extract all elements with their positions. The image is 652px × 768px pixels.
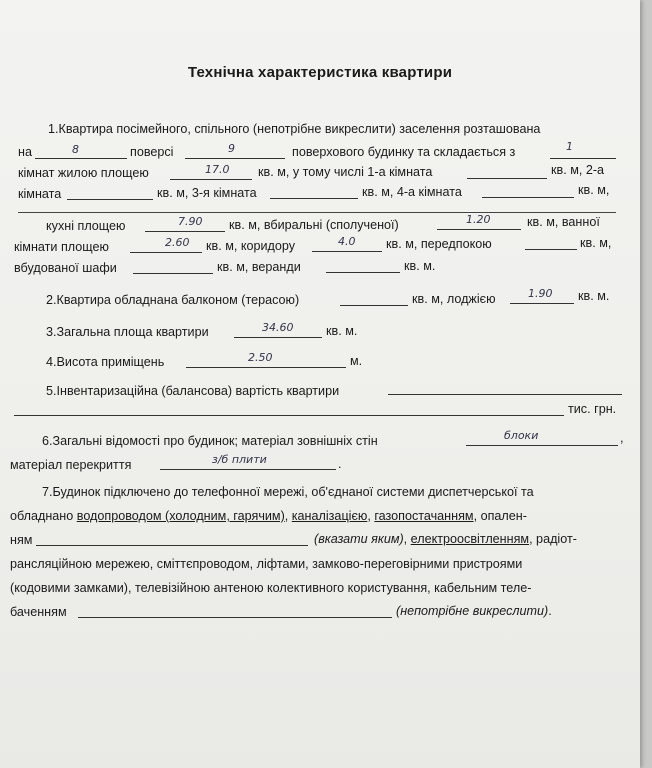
loggia-field[interactable] [510, 303, 574, 304]
cable-field[interactable] [78, 617, 392, 618]
s7-comma: , [367, 509, 371, 523]
s2-balcony-label: 2.Квартира обладнана балконом (терасою) [46, 293, 300, 307]
ceiling-field[interactable] [160, 469, 336, 470]
s4-height-label: 4.Висота приміщень [46, 355, 165, 369]
s1-bath-cont: кімнати площею [14, 240, 109, 254]
s3-total-unit: кв. м. [326, 324, 358, 338]
s1-living-label: кімнат жилою площею [18, 166, 149, 180]
s4-height-unit: м. [350, 354, 363, 368]
s1-room3-label: кв. м, 3-я кімната [157, 186, 257, 200]
s1-line1: 1.Квартира посімейного, спільного (непотрібне викреслити) заселення розташована [48, 122, 541, 136]
heating-field[interactable] [36, 545, 308, 546]
s7-radio-label: , радіот- [529, 532, 577, 546]
room4-field[interactable] [482, 197, 574, 198]
floors-total-value: 9 [228, 142, 235, 155]
s7-comma: , [284, 509, 289, 523]
value-field-line2[interactable] [14, 415, 564, 416]
s6-walls-comma: , [620, 431, 624, 445]
living-area-field[interactable] [170, 179, 252, 180]
floors-total-field[interactable] [185, 158, 285, 159]
kitchen-field[interactable] [145, 231, 225, 232]
s6-ceiling-dot: . [338, 457, 342, 471]
s1-veranda-unit: кв. м. [404, 259, 436, 273]
s7-specify-label: (вказати яким) [314, 532, 404, 546]
s7-period: . [548, 604, 552, 618]
corridor-value: 4.0 [338, 235, 356, 248]
s1-toilet-label: кв. м, вбиральні (сполученої) [229, 218, 399, 232]
room1-field[interactable] [467, 178, 547, 179]
s1-bath-label: кв. м, ванної [527, 215, 600, 229]
s1-building-label: поверхового будинку та складається з [292, 145, 516, 159]
s7-line3-rest [314, 531, 577, 547]
s1-room2-cont: кімната [18, 187, 62, 201]
s2-loggia-unit: кв. м. [578, 289, 610, 303]
bathroom-value: 2.60 [165, 236, 190, 249]
s7-water-label: водопроводом (холодним, гарячим) [76, 509, 285, 523]
s6-walls-label: 6.Загальні відомості про будинок; матеріал зовнішніх стін [42, 434, 378, 448]
s7-line2 [10, 508, 527, 524]
s7-gas-label: газопостачанням [374, 509, 474, 523]
s1-kitchen-label: кухні площею [46, 219, 126, 233]
veranda-field[interactable] [326, 272, 400, 273]
room3-field[interactable] [270, 198, 358, 199]
total-area-field[interactable] [234, 337, 322, 338]
s7-line1: 7.Будинок підключено до телефонної мережі, об'єднаної системи диспетчерської та [42, 485, 534, 499]
document-title: Технічна характеристика квартири [187, 64, 453, 81]
s7-heating-cont: ням [10, 533, 33, 547]
wardrobe-field[interactable] [133, 273, 213, 274]
s7-heating-label: , опален- [473, 509, 527, 523]
s1-veranda-label: кв. м, веранди [217, 260, 301, 274]
s1-room1-label: кв. м, у тому числі 1-а кімната [258, 165, 433, 179]
bathroom-field[interactable] [130, 252, 202, 253]
balcony-field[interactable] [340, 305, 408, 306]
floor-value: 8 [72, 143, 79, 156]
s7-line4: рансляційною мережею, сміттєпроводом, ліфтами, замково-переговірними пристроями [10, 557, 523, 571]
s1-na-label: на [18, 145, 32, 159]
walls-value: блоки [504, 429, 539, 442]
s1-floor-label: поверсі [130, 145, 174, 159]
s1-room4-unit: кв. м, [578, 183, 610, 197]
rooms-field[interactable] [550, 158, 616, 159]
s6-ceiling-label: матеріал перекриття [10, 458, 132, 472]
walls-field[interactable] [466, 445, 618, 446]
s7-electric-label: електроосвітленням [410, 532, 530, 546]
s2-loggia-label: кв. м, лоджією [412, 292, 496, 306]
s1-corridor-label: кв. м, коридору [206, 239, 296, 253]
floor-field[interactable] [35, 158, 127, 159]
room2-field[interactable] [67, 199, 153, 200]
toilet-value: 1.20 [466, 213, 491, 226]
s1-room4-label: кв. м, 4-а кімната [362, 185, 462, 199]
height-value: 2.50 [248, 351, 273, 364]
value-field-line1[interactable] [388, 394, 622, 395]
divider-line [18, 212, 616, 213]
height-field[interactable] [186, 367, 346, 368]
s7-comma: , [403, 532, 408, 546]
total-area-value: 34.60 [262, 321, 294, 334]
s1-wardrobe-label: вбудованої шафи [14, 261, 117, 275]
s7-strike-note: (непотрібне викреслити) [396, 604, 549, 618]
loggia-value: 1.90 [528, 287, 553, 300]
s1-hallway-unit: кв. м, [580, 236, 612, 250]
s5-value-label: 5.Інвентаризаційна (балансова) вартість квартири [46, 384, 340, 398]
living-area-value: 17.0 [205, 163, 230, 176]
toilet-field[interactable] [437, 229, 521, 230]
ceiling-value: з/б плити [212, 453, 267, 466]
s7-cable-label: баченням [10, 605, 67, 619]
corridor-field[interactable] [312, 251, 382, 252]
rooms-value: 1 [566, 140, 573, 153]
s3-total-label: 3.Загальна площа квартири [46, 325, 209, 339]
s5-value-unit: тис. грн. [568, 402, 617, 416]
s1-hallway-label: кв. м, передпокою [386, 237, 492, 251]
kitchen-value: 7.90 [178, 215, 203, 228]
s7-line6-rest [396, 603, 552, 619]
s7-line5: (кодовими замками), телевізійною антеною колективного користування, кабельним теле- [10, 581, 532, 595]
hallway-field[interactable] [525, 249, 577, 250]
s7-sewer-label: каналізацією [291, 509, 368, 523]
s7-equipped-label: обладнано [10, 509, 74, 523]
s1-room2-label: кв. м, 2-а [551, 163, 605, 177]
